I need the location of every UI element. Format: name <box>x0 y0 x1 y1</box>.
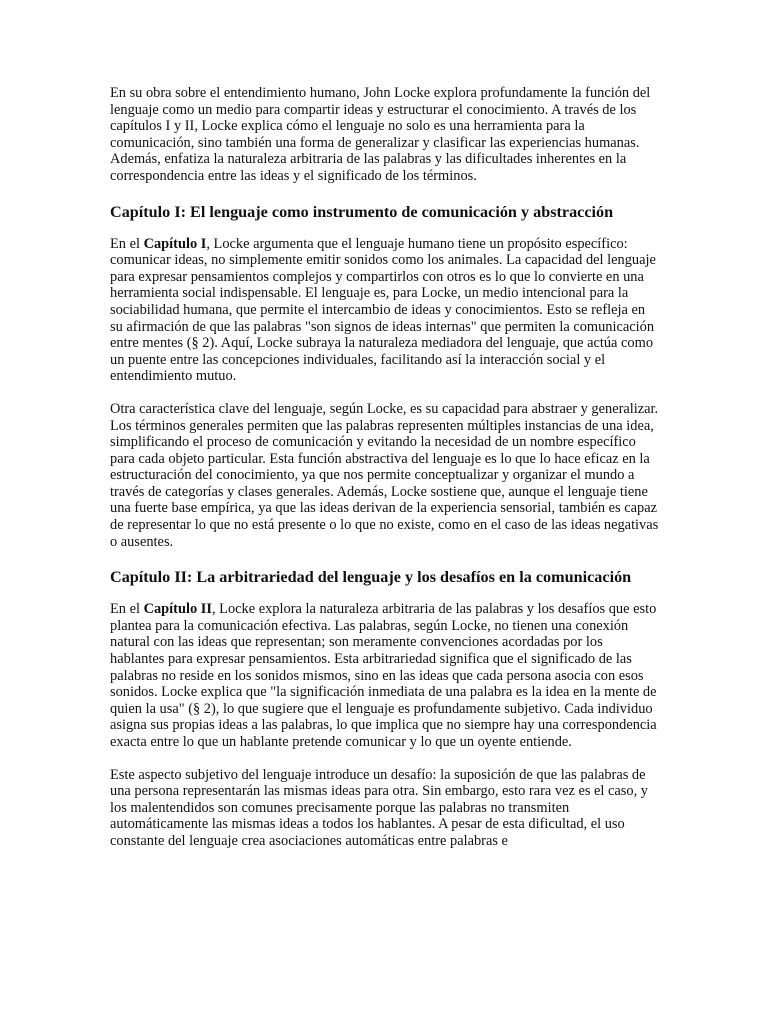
chapter-1-paragraph-2: Otra característica clave del lenguaje, según Locke, es su capacidad para abstraer y generalizar. Los términos generales permiten que las palabras representen múltiples instancias de una idea, simplificando el proceso de comunicación y evitando la necesidad de un nombre específico para cada objeto particular. Esta función abstractiva del lenguaje es lo que lo hace eficaz en la estructuración del conocimiento, ya que nos permite conceptualizar y organizar el mundo a través de categorías y clases generales. Además, Locke sostiene que, aunque el lenguaje tiene una fuerte base empírica, ya que las ideas derivan de la experiencia sensorial, también es capaz de representar lo que no está presente o lo que no existe, como en el caso de las ideas negativas o ausentes. <box>110 400 659 550</box>
chapter-1-paragraph-1-prefix: En el <box>110 235 144 252</box>
chapter-1-bold-label: Capítulo I <box>143 235 207 252</box>
chapter-2-paragraph-1-prefix: En el <box>110 601 144 618</box>
chapter-2-paragraph-1-text: , Locke explora la naturaleza arbitraria de las palabras y los desafíos que esto plantea para la comunicación efectiva. Las palabras, según Locke, no tienen una conexión natural con las ideas que representan; son meramente convenciones acordadas por los hablantes para expresar pensamientos. Esta arbitrariedad significa que el significado de las palabras no reside en los sonidos mismos, sino en las ideas que cada persona asocia con esos sonidos. Locke explica que "la significación inmediata de una palabra es la idea en la mente de quien la usa" (§ 2), lo que sugiere que el lenguaje es profundamente subjetivo. Cada individuo asigna sus propias ideas a las palabras, lo que implica que no siempre hay una correspondencia exacta entre lo que un hablante pretende comunicar y lo que un oyente entiende. <box>110 601 657 750</box>
intro-paragraph: En su obra sobre el entendimiento humano, John Locke explora profundamente la función del lenguaje como un medio para compartir ideas y estructurar el conocimiento. A través de los capítulos I y II, Locke explica cómo el lenguaje no solo es una herramienta para la comunicación, sino también una forma de generalizar y clasificar las experiencias humanas. Además, enfatiza la naturaleza arbitraria de las palabras y las dificultades inherentes en la correspondencia entre las ideas y el significado de los términos. <box>110 85 651 184</box>
chapter-1-paragraph-1-text: , Locke argumenta que el lenguaje humano tiene un propósito específico: comunicar ideas, no simplemente emitir sonidos como los animales. La capacidad del lenguaje para expresar pensamientos complejos y compartirlos con otros es lo que lo convierte en una herramienta social indispensable. El lenguaje es, para Locke, un medio intencional para la sociabilidad humana, que permite el intercambio de ideas y conocimientos. Esto se refleja en su afirmación de que las palabras "son signos de ideas internas" que permiten la comunicación entre mentes (§ 2). Aquí, Locke subraya la naturaleza mediadora del lenguaje, que actúa como un puente entre las concepciones individuales, facilitando así la interacción social y el entendimiento mutuo. <box>110 235 656 385</box>
chapter-2-paragraph-1 <box>110 601 660 750</box>
chapter-1-paragraph-1 <box>110 236 660 385</box>
document-page <box>110 85 660 866</box>
chapter-2-bold-label: Capítulo II <box>143 601 212 618</box>
chapter-1-heading: Capítulo I: El lenguaje como instrumento de comunicación y abstracción <box>110 202 614 221</box>
chapter-2-heading: Capítulo II: La arbitrariedad del lenguaje y los desafíos en la comunicación <box>110 568 632 587</box>
chapter-2-paragraph-2: Este aspecto subjetivo del lenguaje introduce un desafío: la suposición de que las palabras de una persona representarán las mismas ideas para otra. Sin embargo, esto rara vez es el caso, y los malentendidos son comunes precisamente porque las palabras no transmiten automáticamente las mismas ideas a todos los hablantes. A pesar de esta dificultad, el uso constante del lenguaje crea asociaciones automáticas entre palabras e <box>110 766 648 849</box>
